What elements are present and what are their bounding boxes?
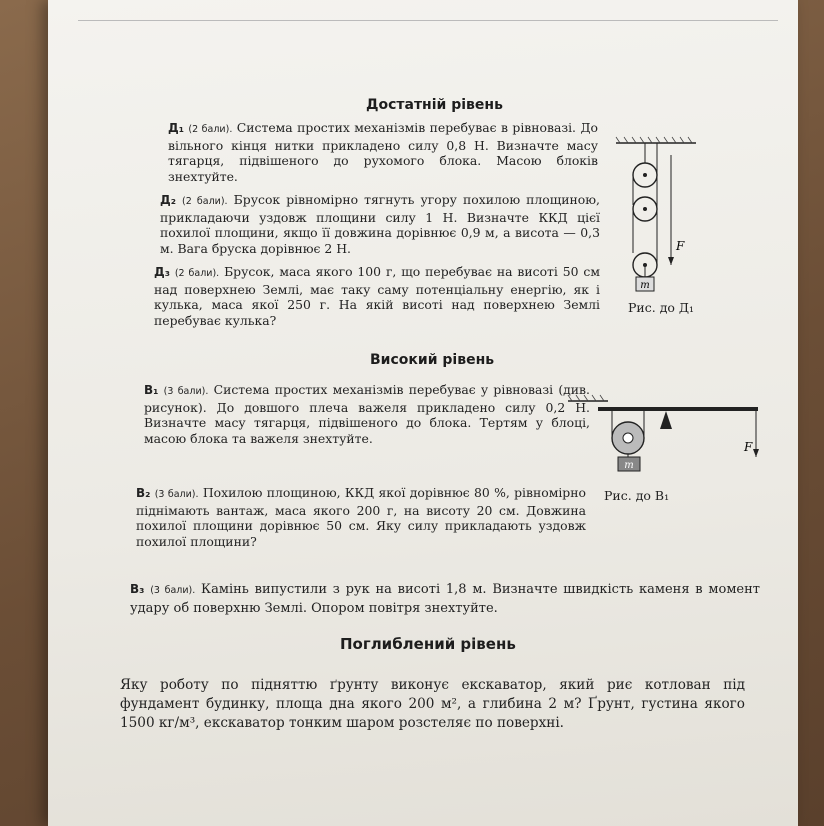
task-b2-text: Похилою площиною, ККД якої дорівнює 80 %, рівномірно піднімають вантаж, маса якого 200 г, на висоту 20 см. Довжина похилої площини дорівнює 50 см. Яку силу прикладають уздовж похилої площини?	[136, 485, 586, 549]
task-b1	[144, 382, 590, 446]
task-b1-points: (3 бали).	[163, 386, 209, 397]
d1-mass-label: m	[640, 280, 650, 291]
task-b3	[130, 580, 760, 618]
worksheet-page	[48, 0, 798, 826]
task-d1-points: (2 бали).	[188, 124, 233, 135]
top-rule	[78, 20, 778, 21]
task-d1-text: Система простих механізмів перебуває в рівновазі. До вільного кінця нитки прикладено силу 0,8 Н. Визначте масу тягарця, підвішеного до рухомого блока. Масою блоків знехтуйте.	[168, 120, 598, 184]
figure-d1-caption: Рис. до Д₁	[628, 300, 695, 315]
b1-force-label: F	[744, 440, 753, 454]
task-b1-text: Система простих механізмів перебуває у рівновазі (див. рисунок). До довшого плеча важеля прикладено силу 0,2 Н. Визначте масу тягарця, підвішеного до блока. Тертям у блоці, масою блока та важеля знехтуйте.	[144, 382, 590, 446]
section-heading-advanced: Поглиблений рівень	[340, 635, 516, 653]
task-b3-text: Камінь випустили з рук на висоті 1,8 м. Визначте швидкість каменя в момент удару об поверхню Землі. Опором повітря знехтуйте.	[130, 582, 760, 616]
task-d1-label: Д₁	[168, 121, 184, 135]
section-heading-sufficient: Достатній рівень	[366, 97, 503, 113]
task-b2-label: В₂	[136, 486, 151, 500]
pulley-system-diagram	[616, 135, 706, 325]
task-d3-points: (2 бали).	[174, 268, 220, 279]
task-d3	[154, 264, 600, 328]
section-heading-high: Високий рівень	[370, 352, 495, 368]
task-b2	[136, 485, 586, 549]
task-d2-text: Брусок рівномірно тягнуть угору похилою площиною, прикладаючи уздовж площини силу 1 Н. Визначте ККД цієї похилої площини, якщо її довжина дорівнює 0,9 м, а висота — 0,3 м. Вага бруска дорівнює 2 Н.	[160, 192, 600, 256]
task-d2-points: (2 бали).	[182, 196, 228, 207]
task-b3-points: (3 бали).	[150, 585, 196, 596]
task-d3-text: Брусок, маса якого 100 г, що перебуває на висоті 50 см над поверхнею Землі, має таку саму потенціальну енергію, як і кулька, маса якої 250 г. На якій висоті над поверхнею Землі перебуває кулька?	[154, 264, 600, 328]
figure-b1-caption: Рис. до В₁	[604, 488, 670, 503]
lever-pulley-diagram	[548, 395, 753, 485]
task-b1-label: В₁	[144, 383, 159, 397]
task-d2	[160, 192, 600, 256]
task-d2-label: Д₂	[160, 193, 176, 207]
advanced-task-text: Яку роботу по підняттю ґрунту виконує екскаватор, який риє котлован під фундамент будинку, площа дна якого 200 м², а глибина 2 м? Ґрунт, густина якого 1500 кг/м³, екскаватор тонким шаром розстеляє по поверхні.	[120, 677, 745, 731]
task-b3-label: В₃	[130, 582, 145, 596]
task-d1	[168, 120, 598, 184]
b1-mass-label: m	[624, 460, 634, 471]
task-d3-label: Д₃	[154, 265, 170, 279]
d1-force-label: F	[676, 239, 685, 253]
task-b2-points: (3 бали).	[154, 489, 199, 500]
